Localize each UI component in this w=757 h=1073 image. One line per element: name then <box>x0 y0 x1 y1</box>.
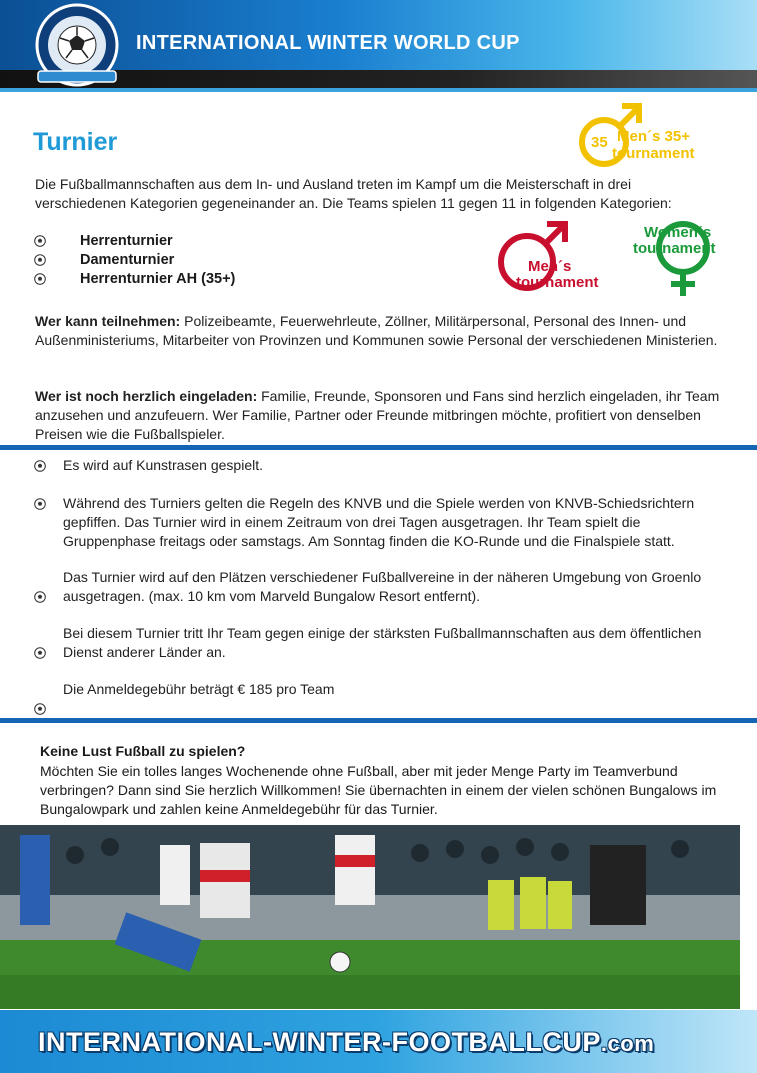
mens35-badge-number: 35 <box>591 134 608 151</box>
keine-lust-text: Möchten Sie ein tolles langes Wochenende ohne Fußball, aber mit jeder Menge Party im Teamverbund verbringen? Dann sind Sie herzlich Willkommen! Sie übernachten in einem der vielen schönen Bungalows im Bungalowpark und zahlen keine Anmeldegebühr für das Turnier. <box>40 763 717 817</box>
wer-ist-paragraph <box>35 387 725 444</box>
wer-kann-paragraph <box>35 312 725 350</box>
football-bullet-icon <box>34 235 46 247</box>
bullet-text: Die Anmeldegebühr beträgt € 185 pro Team <box>63 681 335 697</box>
womens-badge-line1: Women´s <box>644 224 712 241</box>
header-title: INTERNATIONAL WINTER WORLD CUP <box>136 32 520 54</box>
bullet-text: Das Turnier wird auf den Plätzen verschiedener Fußballvereine in der näheren Umgebung von Groenlo ausgetragen. (max. 10 km vom Marveld Bungalow Resort entfernt). <box>63 569 702 604</box>
tournament-logo <box>22 3 132 91</box>
wer-kann-text: Polizeibeamte, Feuerwehrleute, Zöllner, Militärpersonal, Personal des Innen- und Außenministeriums, Mitarbeiter von Provinzen und Kommunen sowie Personal der verschiedenen Ministerien. <box>35 313 718 348</box>
wer-kann-label: Wer kann teilnehmen: <box>35 313 181 329</box>
page-title: Turnier <box>33 128 118 156</box>
intro-paragraph: Die Fußballmannschaften aus dem In- und Ausland treten im Kampf um die Meisterschaft in drei verschiedenen Kategorien gegeneinander an. Die Teams spielen 11 gegen 11 in folgenden Kategorien: <box>35 176 672 211</box>
mens35-badge-line1: Men´s 35+ <box>617 128 690 145</box>
bullet-text: Bei diesem Turnier tritt Ihr Team gegen einige der stärksten Fußballmannschaften aus dem öffentlichen Dienst anderer Länder an. <box>63 625 702 660</box>
football-bullet-icon <box>34 591 46 603</box>
keine-lust-title: Keine Lust Fußball zu spielen? <box>40 743 246 759</box>
football-bullet-icon <box>34 498 46 510</box>
mens35-badge-line2: tournament <box>612 145 695 162</box>
womens-badge-line2: tournament <box>633 240 716 257</box>
football-bullet-icon <box>34 703 46 715</box>
list-item <box>34 231 235 250</box>
category-label: Herrenturnier <box>80 232 173 249</box>
mens-badge-line1: Men´s <box>528 258 572 275</box>
section-divider <box>0 718 757 723</box>
section-divider <box>0 445 757 450</box>
football-bullet-icon <box>34 460 46 472</box>
bullet-text: Während des Turniers gelten die Regeln des KNVB und die Spiele werden von KNVB-Schiedsrichtern gepfiffen. Das Turnier wird in einem Zeitraum von drei Tagen ausgetragen. Ihr Team spielt die Gruppenphase freitags oder samstags. Am Sonntag finden die KO-Runde und die Finalspiele statt. <box>63 495 695 549</box>
mens-badge-line2: tournament <box>516 274 599 291</box>
category-list <box>34 231 235 288</box>
football-match-photo <box>0 825 740 1009</box>
category-label: Damenturnier <box>80 251 175 268</box>
footer-tld: .com <box>600 1031 655 1056</box>
footer-website-link[interactable] <box>38 1027 654 1058</box>
footer-domain: INTERNATIONAL-WINTER-FOOTBALLCUP <box>38 1027 601 1057</box>
wer-ist-text: Familie, Freunde, Sponsoren und Fans sind herzlich eingeladen, ihr Team anzusehen und anzufeuern. Wer Familie, Partner oder Freunde mitbringen möchte, profitiert von denselben Preisen wie die Fußballspieler. <box>35 388 720 442</box>
list-item <box>34 269 235 288</box>
bullet-text: Es wird auf Kunstrasen gespielt. <box>63 457 263 473</box>
football-bullet-icon <box>34 647 46 659</box>
list-item <box>34 250 235 269</box>
football-bullet-icon <box>34 273 46 285</box>
football-bullet-icon <box>34 254 46 266</box>
category-label: Herrenturnier AH (35+) <box>80 270 236 287</box>
wer-ist-label: Wer ist noch herzlich eingeladen: <box>35 388 258 404</box>
